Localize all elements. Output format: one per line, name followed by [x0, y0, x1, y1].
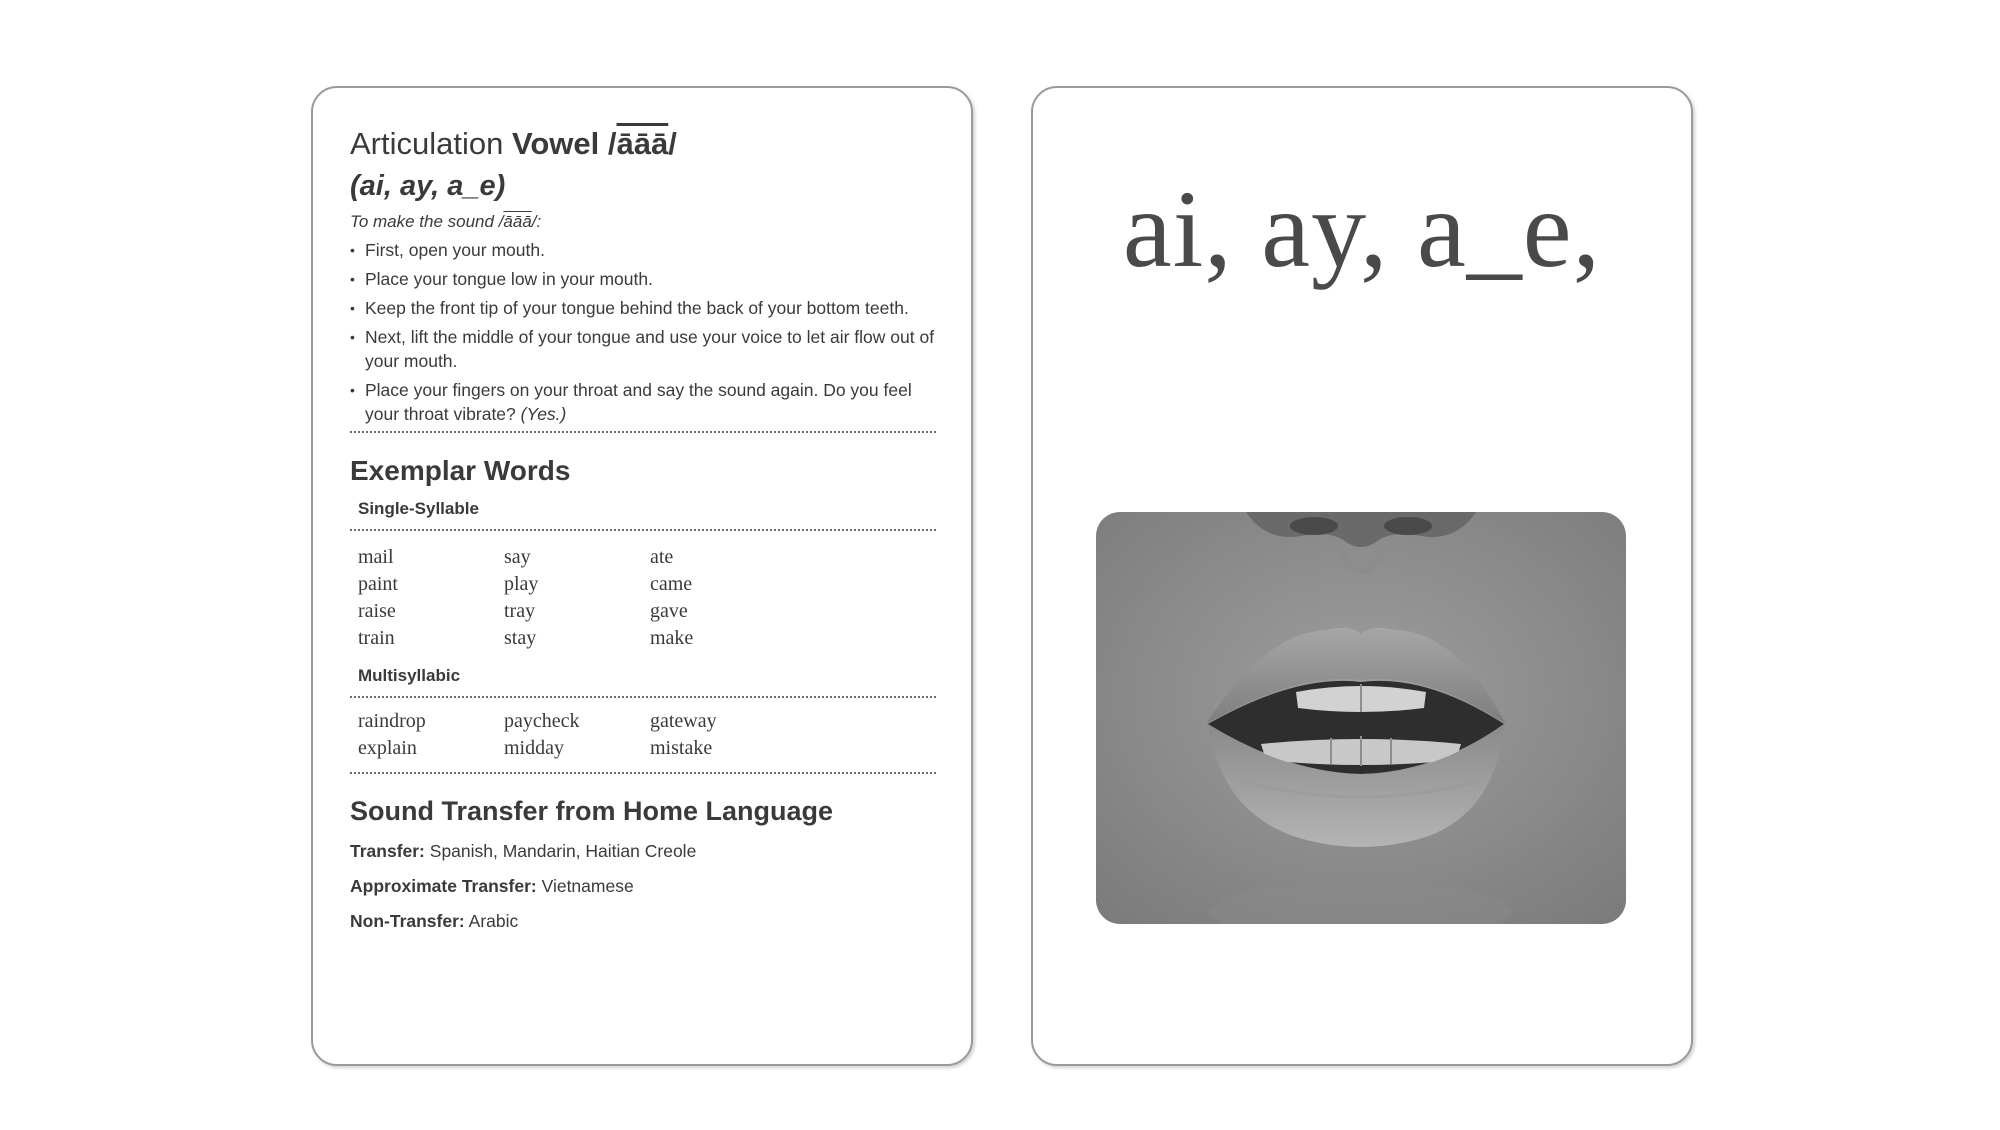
word: mail [358, 546, 394, 568]
word-row [358, 735, 936, 762]
intro-symbol: $\overline{āāā}$ [503, 212, 532, 231]
word-row [358, 598, 936, 625]
approximate-transfer-value: Vietnamese [541, 876, 634, 896]
card-title [350, 124, 936, 164]
step-text: Place your fingers on your throat and say the sound again. Do you feel your throat vibrate? [365, 380, 912, 424]
mouth-photo [1096, 512, 1626, 924]
intro-suffix: /: [531, 212, 542, 231]
word: paycheck [504, 710, 580, 732]
transfer-label: Transfer: [350, 841, 425, 861]
non-transfer-label: Non-Transfer: [350, 911, 465, 931]
word: play [504, 573, 539, 595]
word: came [650, 573, 693, 595]
articulation-card-back [1031, 86, 1693, 1066]
word: paint [358, 573, 398, 595]
articulation-card-front [311, 86, 973, 1066]
approximate-transfer-line [350, 876, 936, 897]
approximate-transfer-label: Approximate Transfer: [350, 876, 537, 896]
word: mistake [650, 737, 713, 759]
word-row [358, 625, 936, 652]
transfer-line [350, 841, 936, 862]
word: make [650, 627, 694, 649]
exemplar-words-heading: Exemplar Words [350, 455, 571, 486]
multisyllabic-words [350, 708, 936, 762]
instruction-step: • First, open your mouth. [350, 238, 936, 262]
word: midday [504, 737, 564, 759]
word: raise [358, 600, 396, 622]
transfer-value: Spanish, Mandarin, Haitian Creole [429, 841, 697, 861]
sound-spellings: ai, ay, a_e, [1122, 168, 1602, 290]
instruction-step: • Place your tongue low in your mouth. [350, 267, 936, 291]
title-suffix: / [668, 126, 677, 161]
instruction-step: • Next, lift the middle of your tongue and use your voice to let air flow out of your mouth. [350, 325, 936, 373]
single-syllable-label: Single-Syllable [358, 499, 479, 518]
mouth-image [1096, 512, 1626, 924]
instructions-intro [350, 212, 936, 232]
intro-prefix: To make the sound / [350, 212, 504, 231]
divider [350, 772, 936, 774]
title-prefix: Articulation [350, 126, 512, 161]
sound-transfer-heading: Sound Transfer from Home Language [350, 796, 834, 826]
single-syllable-words [350, 544, 936, 652]
word: train [358, 627, 395, 649]
title-bold: Vowel / [511, 126, 617, 161]
word: gateway [650, 710, 717, 732]
title-symbol: āāā [616, 126, 669, 161]
word: ate [650, 546, 674, 568]
step-note: (Yes.) [520, 404, 567, 424]
divider [350, 696, 936, 698]
word: explain [358, 737, 417, 759]
divider [350, 431, 936, 433]
card-content [350, 124, 936, 946]
word-row [358, 571, 936, 598]
word: tray [504, 600, 536, 622]
word-row [358, 544, 936, 571]
word: raindrop [358, 710, 426, 732]
word: stay [504, 627, 537, 649]
word-row [358, 708, 936, 735]
word: say [504, 546, 531, 568]
divider [350, 529, 936, 531]
non-transfer-value: Arabic [468, 911, 519, 931]
instruction-step: • Keep the front tip of your tongue behind the back of your bottom teeth. [350, 296, 936, 320]
word: gave [650, 600, 688, 622]
multisyllabic-label: Multisyllabic [358, 666, 461, 685]
instruction-list [350, 238, 936, 426]
non-transfer-line [350, 911, 936, 932]
card-subtitle: (ai, ay, a_e) [350, 170, 506, 202]
instruction-step [350, 378, 936, 426]
